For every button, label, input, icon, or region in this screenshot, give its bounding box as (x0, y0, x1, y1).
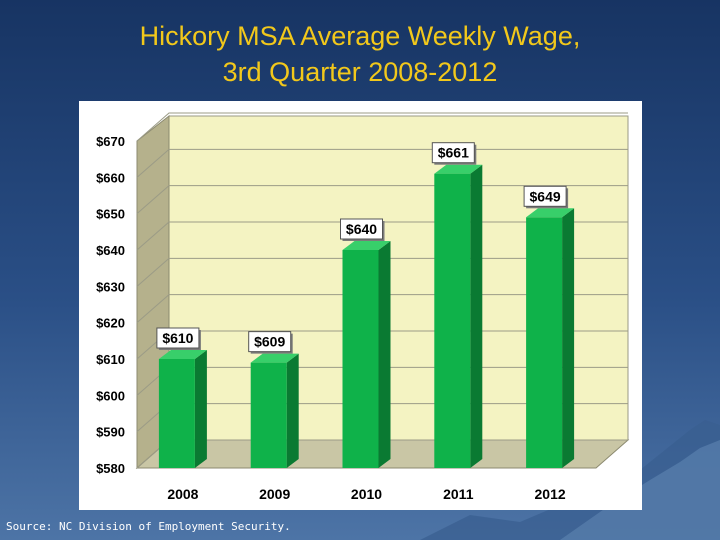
bar (159, 359, 195, 468)
x-tick-label: 2010 (350, 486, 383, 502)
y-tick-label: $650 (96, 206, 125, 222)
source-note: Source: NC Division of Employment Security. (6, 520, 291, 533)
x-axis-ticks (167, 486, 566, 502)
title-line-1: Hickory MSA Average Weekly Wage, (139, 21, 581, 51)
slide-title (0, 18, 720, 90)
bar-side (287, 354, 299, 468)
x-tick-label: 2011 (443, 486, 474, 502)
bar-side (562, 208, 574, 468)
bar (251, 363, 287, 468)
y-tick-label: $610 (96, 352, 125, 367)
bar (526, 217, 562, 468)
title-line-2: 3rd Quarter 2008-2012 (222, 57, 498, 87)
y-tick-label: $670 (96, 134, 125, 149)
data-label: $661 (437, 144, 469, 161)
y-axis-ticks (96, 134, 125, 476)
x-tick-label: 2012 (534, 486, 566, 502)
bar (434, 174, 470, 468)
x-tick-label: 2009 (259, 486, 291, 502)
y-tick-label: $620 (96, 315, 125, 331)
bar-side (379, 241, 391, 468)
bar-side (470, 165, 482, 468)
bar-side (195, 350, 207, 468)
x-tick-label: 2008 (167, 486, 199, 502)
y-tick-label: $590 (96, 424, 125, 440)
data-label: $640 (345, 221, 378, 237)
y-tick-label: $640 (96, 243, 125, 258)
bar-chart (79, 101, 642, 510)
chart-panel (79, 101, 642, 510)
y-tick-label: $580 (96, 461, 125, 476)
bar (343, 250, 379, 468)
data-label: $610 (162, 330, 194, 346)
y-tick-label: $660 (96, 170, 125, 186)
data-label: $609 (254, 333, 286, 350)
y-tick-label: $630 (96, 279, 125, 295)
data-label: $649 (529, 188, 561, 205)
y-tick-label: $600 (96, 388, 125, 404)
